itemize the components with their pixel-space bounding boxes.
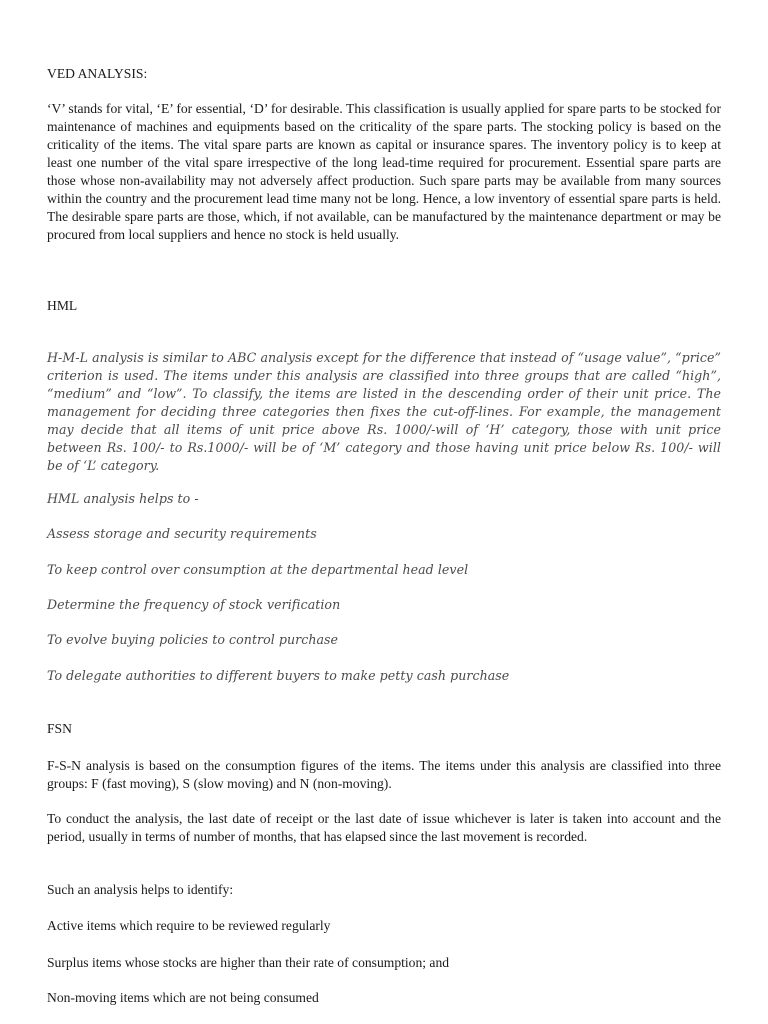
fsn-paragraph-2: To conduct the analysis, the last date of receipt or the last date of issue whichever is later is taken into account and the period, usually in terms of number of months, that has elapsed since the last movement is recorded.	[47, 811, 721, 844]
fsn-list-item: Non-moving items which are not being consumed	[47, 990, 319, 1005]
ved-paragraph: ‘V’ stands for vital, ‘E’ for essential, ‘D’ for desirable. This classification is usually applied for spare parts to be stocked for maintenance of machines and equipments based on the criticality of the spare parts. The stocking policy is based on the criticality of the items. The vital spare parts are known as capital or insurance spares. The inventory policy is to keep at least one number of the vital spare irrespective of the long lead-time required for procurement. Essential spare parts are those whose non-availability may not adversely affect production. Such spare parts may be available from many sources within the country and the procurement lead time many not be long. Hence, a low inventory of essential spare parts is held. The desirable spare parts are those, which, if not available, can be manufactured by the maintenance department or may be procured from local suppliers and hence no stock is held usually.	[47, 101, 721, 242]
fsn-paragraph-1: F-S-N analysis is based on the consumption figures of the items. The items under this analysis are classified into three groups: F (fast moving), S (slow moving) and N (non-moving).	[47, 758, 721, 791]
hml-helps-intro: HML analysis helps to -	[47, 491, 199, 506]
hml-help-item: Assess storage and security requirements	[47, 526, 317, 541]
fsn-heading: FSN	[47, 721, 72, 736]
fsn-helps-intro: Such an analysis helps to identify:	[47, 882, 234, 897]
fsn-list-item: Active items which require to be reviewed regularly	[47, 918, 331, 933]
hml-heading: HML	[47, 298, 78, 313]
hml-help-item: To delegate authorities to different buyers to make petty cash purchase	[47, 668, 510, 683]
hml-paragraph: H-M-L analysis is similar to ABC analysis except for the difference that instead of “usage value”, “price” criterion is used. The items under this analysis are classified into three groups that are called “high”, “medium” and “low”. To classify, the items are listed in the descending order of their unit price. The management for deciding three categories then fixes the cut-off-lines. For example, the management may decide that all items of unit price above Rs. 1000/-will of ‘H’ category, those with unit price between Rs. 100/- to Rs.1000/- will be of ‘M’ category and those having unit price below Rs. 100/- will be of ‘L’ category.	[47, 350, 721, 473]
hml-help-item: To evolve buying policies to control purchase	[47, 632, 339, 647]
fsn-list-item: Surplus items whose stocks are higher than their rate of consumption; and	[47, 955, 450, 970]
hml-help-item: Determine the frequency of stock verification	[47, 597, 341, 612]
ved-heading: VED ANALYSIS:	[47, 66, 148, 81]
hml-help-item: To keep control over consumption at the departmental head level	[47, 562, 469, 577]
